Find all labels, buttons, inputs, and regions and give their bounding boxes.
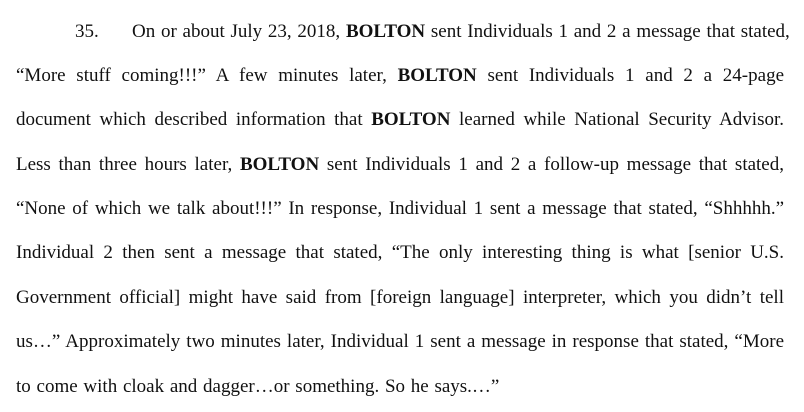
line-text: sent Individuals 1 and 2 a message that stated, [425,21,790,42]
paragraph-line-2 [16,66,784,85]
bold-name: BOLTON [239,154,320,175]
bold-name: BOLTON [345,21,426,42]
line-text: Less than three hours later, [16,154,240,175]
line-text: to come with cloak and dagger…or something. So he says.…” [16,376,500,397]
paragraph-line-8 [16,332,784,351]
bold-name: BOLTON [371,109,451,130]
line-text: Individual 2 then sent a message that stated, “The only interesting thing is what [senior U.S. [16,242,784,263]
line-text: us…” Approximately two minutes later, Individual 1 sent a message in response that stated, “More [16,331,784,352]
paragraph-line-9 [16,377,784,396]
line-text: sent Individuals 1 and 2 a follow-up message that stated, [319,154,784,175]
line-text: “More stuff coming!!!” A few minutes later, [16,65,398,86]
line-text: document which described information that [16,109,372,130]
paragraph-line-7 [16,288,784,307]
paragraph-line-4 [16,155,784,174]
line-text: Government official] might have said from [foreign language] interpreter, which you didn’t tell [16,287,784,308]
line-text: “None of which we talk about!!!” In response, Individual 1 sent a message that stated, “Shhhhh.” [16,198,784,219]
paragraph-line-6 [16,243,784,262]
paragraph-number: 35. [75,21,99,42]
paragraph-line-3 [16,110,784,129]
paragraph-line-5 [16,199,784,218]
paragraph-line-1 [75,21,790,42]
line-text: On or about July 23, 2018, [132,21,346,42]
line-text: learned while National Security Advisor. [450,109,784,130]
bold-name: BOLTON [397,65,477,86]
line-text: sent Individuals 1 and 2 a 24-page [476,65,785,86]
